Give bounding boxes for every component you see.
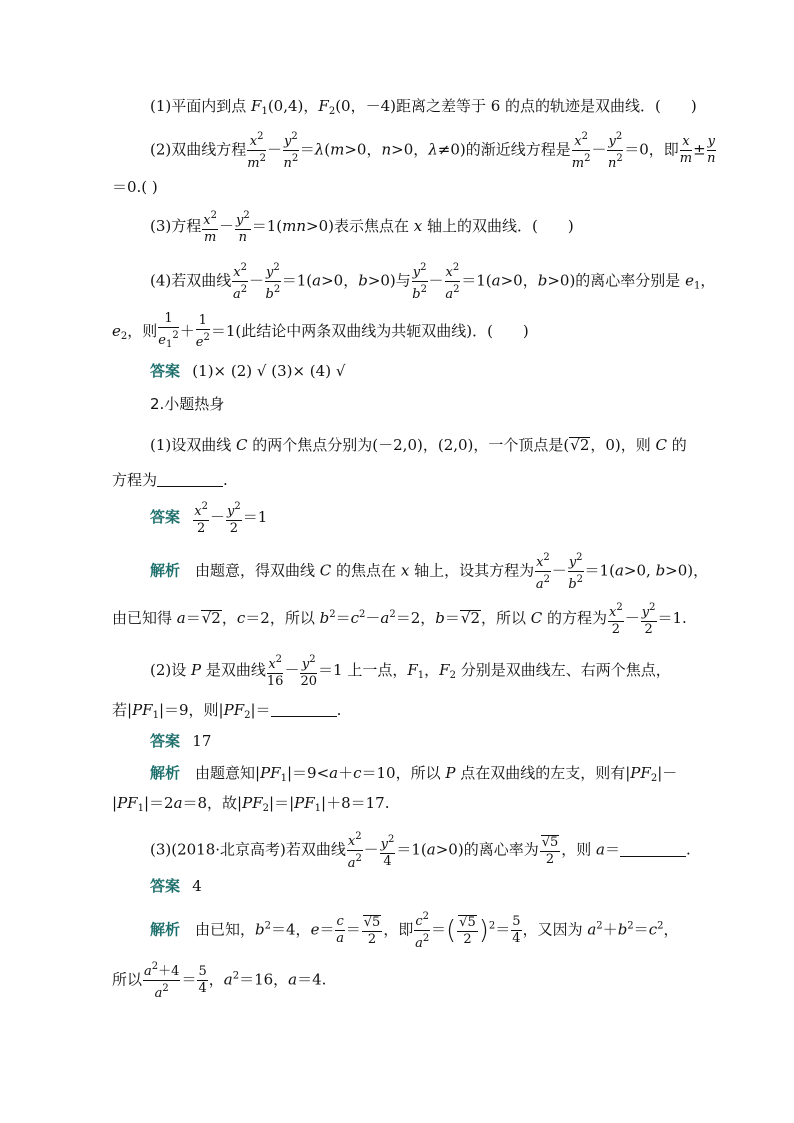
answer-blank[interactable] (620, 842, 686, 857)
answer-label: 答案 (150, 732, 181, 750)
answer-label: 答案 (150, 508, 181, 526)
answer-label: 答案 (150, 362, 181, 380)
problem-1-solution: 解析 由题意，得双曲线 C 的焦点在 x 轴上，设其方程为 $\frac{x^2}{a^2}$ － $\frac{y^2}{b^2}$ ＝1(a>0, b>0)， (150, 552, 709, 592)
item-2: (2)双曲线方程 $\frac{x^2}{m^2}$ － $\frac{y^2}{n^2}$ ＝λ(m>0，n>0，λ≠0)的渐近线方程是 $\frac{x^2}{m^2}$ － $\frac{y^2}{n^2}$ ＝0，即 $\frac{x}{m}$ ± $\frac{y}{n}$ (150, 131, 716, 171)
item-2-cont: ＝0.( ) (112, 178, 158, 196)
answer-label: 答案 (150, 877, 181, 895)
section-title: 2.小题热身 (150, 395, 225, 413)
analysis-label: 解析 (150, 561, 181, 580)
problem-1-solution-cont: 由已知得 a＝√2，c＝2，所以 $b^2=c^2-a^2=2$，b＝√2，所以 C 的方程为 $\frac{x^2}{2}$ － $\frac{y^2}{2}$ ＝1. (112, 602, 687, 637)
problem-2-solution-cont: $|PF_1|=2a=8$，故$|PF_2|=|PF_1|+8=17$. (112, 794, 390, 814)
analysis-label: 解析 (150, 920, 181, 939)
analysis-label: 解析 (150, 764, 181, 782)
problem-3-question: (3)(2018·北京高考)若双曲线 $\frac{x^2}{a^2}$ － $\frac{y^2}{4}$ ＝1(a>0)的离心率为 $\frac{√5}{2}$ ，则 a＝ . (150, 831, 691, 871)
problem-2-question: (2)设 P 是双曲线 $\frac{x^2}{16}$ － $\frac{y^2}{20}$ ＝1 上一点，$F_1$，$F_2$ 分别是双曲线左、右两个焦点， (150, 654, 671, 689)
problem-2-answer (150, 734, 211, 749)
answer-value: 17 (192, 732, 212, 750)
problem-1-question-cont: 方程为 . (112, 471, 228, 489)
item-3: (3)方程 $\frac{x^2}{m}$ － $\frac{y^2}{n}$ ＝1(mn>0)表示焦点在 x 轴上的双曲线．( ) (150, 210, 574, 245)
problem-1-answer: 答案 $\frac{x^2}{2}$ － $\frac{y^2}{2}$ ＝1 (150, 501, 268, 536)
problem-1-question: (1)设双曲线 C 的两个焦点分别为(－2,0)，(2,0)，一个顶点是(√2，0)，则 C 的 (150, 436, 687, 454)
answer-value: (1)× (2) √ (3)× (4) √ (192, 362, 346, 380)
answer-blank[interactable] (271, 702, 337, 717)
answer-blank[interactable] (157, 472, 223, 487)
item-1: (1)平面内到点 $F_1(0,4)$，$F_2(0$，－4)距离之差等于 6 的点的轨迹是双曲线．( ) (150, 97, 697, 117)
problem-3-answer (150, 879, 202, 894)
item-4: (4)若双曲线 $\frac{x^2}{a^2}$ － $\frac{y^2}{b^2}$ ＝1(a>0，b>0)与 $\frac{y^2}{b^2}$ － $\frac{x^2}{a^2}$ ＝1(a>0，b>0)的离心率分别是 $e_1$， (150, 262, 716, 302)
problem-2-solution: 解析 由题意知$|PF_1|=9<a+c=10$，所以 P 点在双曲线的左支，则有$|PF_2|-$ (150, 764, 678, 784)
item-4-cont: $e_2$，则 $\frac{1}{e_1^2}$ ＋ $\frac{1}{e^2}$ ＝1(此结论中两条双曲线为共轭双曲线)．( ) (112, 311, 529, 350)
answer-value: 4 (192, 877, 202, 895)
problem-3-solution-cont: 所以 $\frac{a^2+4}{a^2}$ ＝ $\frac{5}{4}$ ，$a^2=16$，a＝4. (112, 961, 327, 1001)
answer-row-1 (150, 364, 345, 379)
problem-2-question-cont: 若$|PF_1|=9$，则$|PF_2|=$ . (112, 701, 342, 721)
problem-3-solution: 解析 由已知，$b^2=4$，e＝ $\frac{c}{a}$ ＝ $\frac{√5}{2}$ ，即 $\frac{c^2}{a^2}$ ＝( $\frac{√5}{2}$ )$^2$＝ $\frac{5}{4}$ ，又因为 $a^2+b^2=c^2$， (150, 911, 679, 951)
